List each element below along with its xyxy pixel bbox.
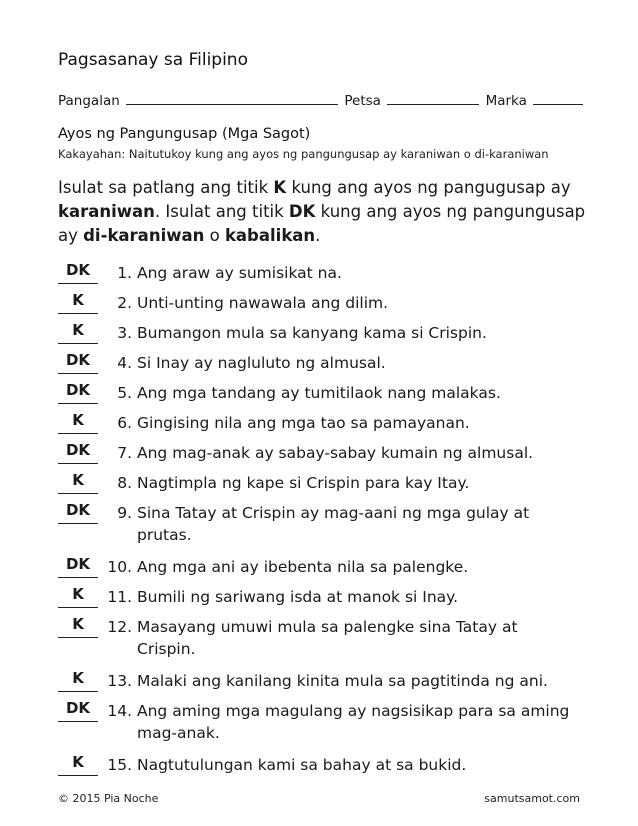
- item-number: 6.: [117, 414, 132, 432]
- exercise-item: [58, 382, 598, 404]
- exercise-item: [58, 670, 598, 692]
- instructions-text-6: .: [315, 226, 321, 245]
- website-link[interactable]: samutsamot.com: [484, 792, 580, 805]
- exercise-item: [58, 586, 598, 608]
- answer-blank: DK: [58, 352, 98, 374]
- item-number: 4.: [117, 354, 132, 372]
- exercise-item: [58, 442, 598, 464]
- exercise-list: [58, 262, 598, 784]
- item-sentence: Malaki ang kanilang kinita mula sa pagtitinda ng ani.: [137, 672, 548, 690]
- answer-blank: DK: [58, 382, 98, 404]
- item-number: 14.: [107, 702, 132, 720]
- item-sentence: Ang araw ay sumisikat na.: [137, 264, 342, 282]
- instructions-di-karaniwan: di-karaniwan: [83, 226, 205, 245]
- item-sentence: Sina Tatay at Crispin ay mag-aani ng mga gulay at prutas.: [137, 504, 530, 544]
- item-number: 9.: [117, 504, 132, 522]
- answer-blank: DK: [58, 442, 98, 464]
- worksheet-title: Pagsasanay sa Filipino: [58, 50, 248, 70]
- student-info-line: [58, 91, 585, 109]
- item-sentence: Ang mga tandang ay tumitilaok nang malakas.: [137, 384, 501, 402]
- item-sentence: Ang aming mga magulang ay nagsisikap para sa aming mag-anak.: [137, 702, 570, 742]
- instructions-text-1: Isulat sa patlang ang titik: [58, 178, 274, 197]
- exercise-item: [58, 700, 598, 744]
- item-number: 7.: [117, 444, 132, 462]
- exercise-item: [58, 472, 598, 494]
- answer-blank: K: [58, 616, 98, 638]
- exercise-item: [58, 502, 598, 546]
- answer-blank: K: [58, 292, 98, 314]
- name-label: Pangalan: [58, 93, 120, 109]
- answer-blank: K: [58, 412, 98, 434]
- item-sentence: Nagtimpla ng kape si Crispin para kay Itay.: [137, 474, 470, 492]
- item-number: 1.: [117, 264, 132, 282]
- item-number: 2.: [117, 294, 132, 312]
- item-sentence: Bumangon mula sa kanyang kama si Crispin.: [137, 324, 487, 342]
- exercise-item: [58, 352, 598, 374]
- item-sentence: Masayang umuwi mula sa palengke sina Tatay at Crispin.: [137, 618, 518, 658]
- instructions-text-3: . Isulat ang titik: [154, 202, 289, 221]
- exercise-item: [58, 616, 598, 660]
- item-sentence: Unti-unting nawawala ang dilim.: [137, 294, 389, 312]
- instructions-text-4: kung ang ayos ng pangungusap ay: [58, 202, 586, 245]
- exercise-item: [58, 262, 598, 284]
- exercise-item: [58, 292, 598, 314]
- item-sentence: Si Inay ay nagluluto ng almusal.: [137, 354, 386, 372]
- instructions-dk: DK: [288, 202, 316, 221]
- answer-blank: K: [58, 670, 98, 692]
- date-blank: [387, 91, 479, 105]
- item-number: 13.: [107, 672, 132, 690]
- item-number: 3.: [117, 324, 132, 342]
- answer-blank: DK: [58, 700, 98, 722]
- answer-blank: K: [58, 586, 98, 608]
- score-blank: [533, 91, 583, 105]
- answer-blank: DK: [58, 262, 98, 284]
- answer-blank: K: [58, 754, 98, 776]
- item-number: 5.: [117, 384, 132, 402]
- item-sentence: Gingising nila ang mga tao sa pamayanan.: [137, 414, 470, 432]
- exercise-item: [58, 412, 598, 434]
- item-number: 15.: [107, 756, 132, 774]
- name-blank: [126, 91, 338, 105]
- item-number: 12.: [107, 618, 132, 636]
- exercise-item: [58, 556, 598, 578]
- answer-blank: DK: [58, 502, 98, 524]
- score-label: Marka: [485, 93, 527, 109]
- item-sentence: Bumili ng sariwang isda at manok si Inay.: [137, 588, 459, 606]
- instructions-karaniwan: karaniwan: [58, 202, 155, 221]
- answer-blank: DK: [58, 556, 98, 578]
- instructions: [58, 176, 598, 248]
- date-label: Petsa: [344, 93, 381, 109]
- item-number: 8.: [117, 474, 132, 492]
- instructions-kabalikan: kabalikan: [224, 226, 316, 245]
- instructions-text-5: o: [204, 226, 225, 245]
- section-subtitle: Ayos ng Pangungusap (Mga Sagot): [58, 126, 311, 142]
- exercise-item: [58, 322, 598, 344]
- item-sentence: Nagtutulungan kami sa bahay at sa bukid.: [137, 756, 467, 774]
- item-number: 11.: [107, 588, 132, 606]
- exercise-item: [58, 754, 598, 776]
- answer-blank: K: [58, 322, 98, 344]
- instructions-text-2: kung ang ayos ng pangugusap ay: [286, 178, 571, 197]
- item-sentence: Ang mga ani ay ibebenta nila sa palengke.: [137, 558, 469, 576]
- item-number: 10.: [107, 558, 132, 576]
- copyright-notice: © 2015 Pia Noche: [58, 792, 159, 805]
- instructions-k: K: [273, 178, 287, 197]
- answer-blank: K: [58, 472, 98, 494]
- item-sentence: Ang mag-anak ay sabay-sabay kumain ng almusal.: [137, 444, 534, 462]
- skill-description: Kakayahan: Naitutukoy kung ang ayos ng pangungusap ay karaniwan o di-karaniwan: [58, 147, 549, 161]
